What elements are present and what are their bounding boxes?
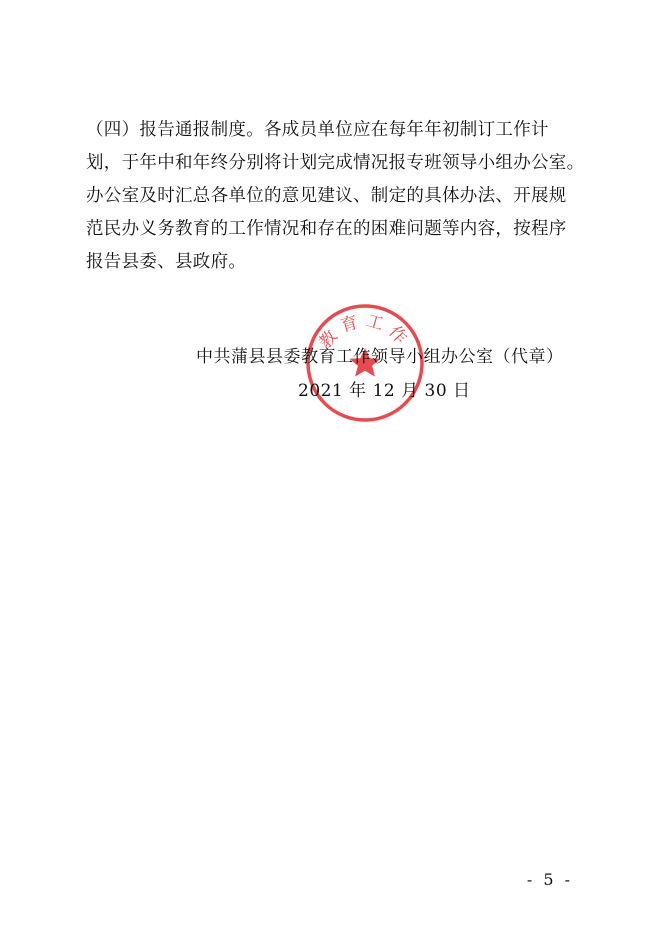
paragraph-line-4: 范民办义务教育的工作情况和存在的困难问题等内容，按程序 (86, 219, 567, 239)
signing-date: 2021 年 12 月 30 日 (298, 381, 471, 401)
paragraph-line-3: 办公室及时汇总各单位的意见建议、制定的具体办法、开展规 (86, 186, 567, 206)
paragraph-line-2: 划，于年中和年终分别将计划完成情况报专班领导小组办公室。 (86, 153, 585, 173)
page-number: - 5 - (526, 870, 574, 889)
paragraph-line-5: 报告县委、县政府。 (86, 252, 247, 272)
seal-text: 教育工作 (315, 311, 415, 353)
signing-organization: 中共蒲县县委教育工作领导小组办公室（代章） (196, 347, 564, 367)
paragraph-line-1: （四）报告通报制度。各成员单位应在每年年初制订工作计 (86, 120, 549, 140)
